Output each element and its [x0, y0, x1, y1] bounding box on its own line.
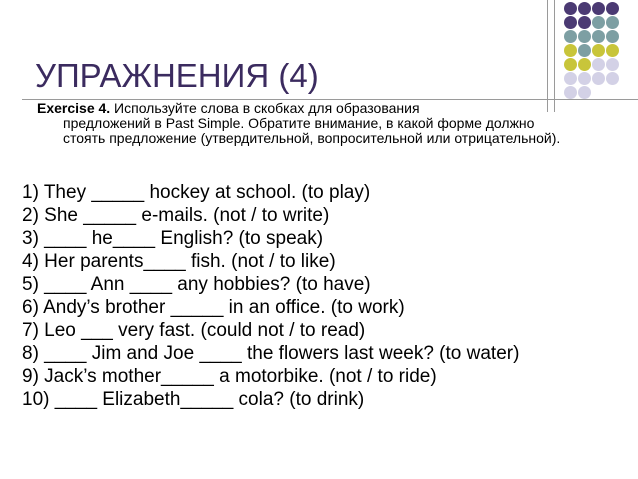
decorative-dot — [578, 86, 591, 99]
exercise-instructions-start: Используйте слова в скобках для образования — [110, 100, 420, 116]
exercise-label: Exercise 4. — [37, 100, 111, 116]
sentence-item: 4) Her parents____ fish. (not / to like) — [22, 251, 336, 272]
decorative-dot — [564, 44, 577, 57]
sentence-item: 6) Andy’s brother _____ in an office. (to work) — [22, 297, 405, 318]
decorative-dot — [606, 30, 619, 43]
exercise-instructions — [37, 101, 572, 146]
decorative-dot — [564, 30, 577, 43]
decorative-dot — [564, 2, 577, 15]
decorative-dot — [606, 44, 619, 57]
decorative-dot — [578, 30, 591, 43]
decorative-dot — [564, 58, 577, 71]
decorative-dot — [592, 72, 605, 85]
decorative-dot — [606, 16, 619, 29]
decorative-dot — [564, 86, 577, 99]
sentence-item: 5) ____ Ann ____ any hobbies? (to have) — [22, 274, 371, 295]
decorative-dot — [564, 72, 577, 85]
exercise-instructions-first-line — [37, 101, 572, 116]
exercise-sentences-list — [22, 181, 582, 411]
decorative-dot — [606, 2, 619, 15]
vertical-rule-right — [554, 0, 555, 112]
slide-title: УПРАЖНЕНИЯ (4) — [35, 57, 319, 94]
exercise-instructions-continuation: предложений в Past Simple. Обратите внимание, в какой форме должно стоять предложение (утвердительной, вопросительной или отрицательной). — [63, 115, 561, 146]
decorative-dot — [592, 16, 605, 29]
decorative-dot — [592, 58, 605, 71]
sentence-item: 9) Jack’s mother_____ a motorbike. (not / to ride) — [22, 366, 437, 387]
decorative-dot — [578, 16, 591, 29]
decorative-dot — [592, 30, 605, 43]
decorative-dot-grid — [564, 2, 636, 100]
decorative-dot — [592, 44, 605, 57]
sentence-item: 8) ____ Jim and Joe ____ the flowers last week? (to water) — [22, 343, 520, 364]
decorative-dot — [578, 44, 591, 57]
sentence-item: 7) Leo ___ very fast. (could not / to read) — [22, 320, 366, 341]
decorative-dot — [606, 72, 619, 85]
sentence-item: 3) ____ he____ English? (to speak) — [22, 228, 324, 249]
sentence-item: 10) ____ Elizabeth_____ cola? (to drink) — [22, 389, 365, 410]
decorative-dot — [606, 58, 619, 71]
sentence-item: 1) They _____ hockey at school. (to play) — [22, 182, 371, 203]
decorative-dot — [592, 2, 605, 15]
vertical-rule-left — [547, 0, 548, 112]
decorative-dot — [578, 58, 591, 71]
decorative-dot — [578, 2, 591, 15]
decorative-dot — [564, 16, 577, 29]
sentence-item: 2) She _____ e-mails. (not / to write) — [22, 205, 330, 226]
decorative-dot — [578, 72, 591, 85]
